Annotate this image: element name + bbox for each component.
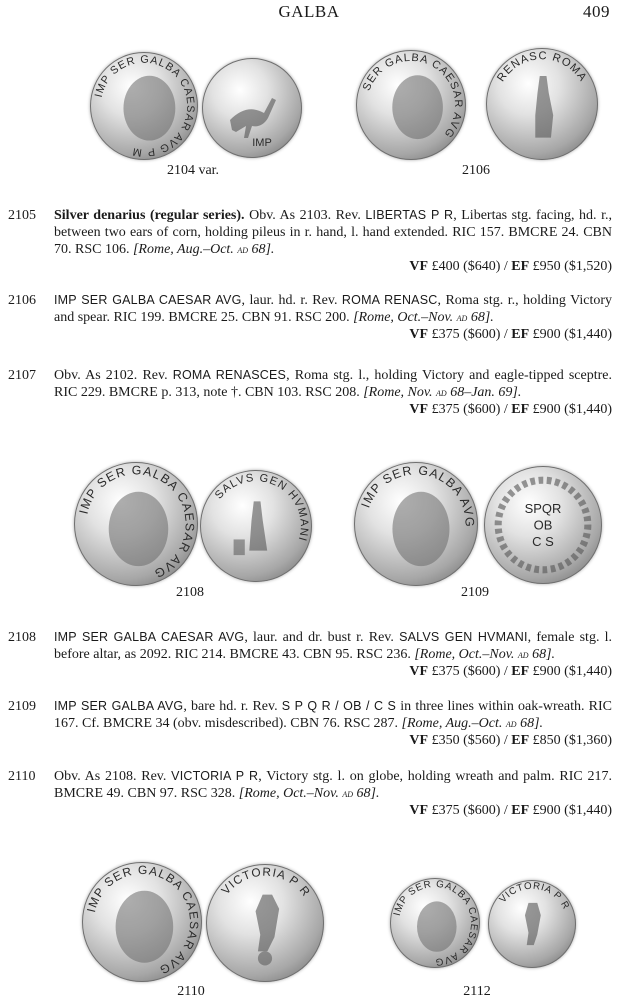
mint-date-note: [Rome, Aug.–Oct. ad 68]. (132, 242, 275, 257)
mint-date-note: [Rome, Nov. ad 68–Jan. 69]. (363, 385, 522, 400)
reverse-legend: S P Q R / OB / C S (281, 699, 397, 713)
coin-2108-obverse-image (74, 462, 198, 586)
obverse-legend: IMP SER GALBA CAESAR AVG (54, 293, 242, 307)
coin-2108-reverse-legend: SALVS GEN HVMANI (212, 472, 310, 544)
entry-number: 2109 (8, 699, 36, 714)
price-line: VF £375 ($600) / EF £900 ($1,440) (409, 402, 612, 417)
entry-title: Silver denarius (regular series). (54, 208, 245, 223)
coin-2110-reverse-legend: VICTORIA P R (219, 865, 313, 900)
entry-text: Obv. As 2103. Rev. (244, 208, 366, 223)
catalogue-entry-2105 (8, 207, 612, 275)
figure-caption-2106: 2106 (462, 163, 490, 178)
coin-2104-obverse-legend: IMP SER GALBA CAESAR AVG P M (92, 53, 197, 159)
coin-2104-reverse-image (202, 58, 302, 158)
coin-2106-obverse-legend: SER GALBA CAESAR AVG (360, 51, 465, 141)
figure-caption-2112: 2112 (463, 984, 491, 999)
coin-2109-reverse-line1: SPQR (524, 501, 562, 517)
mint-date-note: [Rome, Oct.–Nov. ad 68]. (414, 647, 556, 662)
entry-number: 2106 (8, 293, 36, 308)
entry-text: , Victory stg. l. on globe, holding wreath and palm. RIC 217. BMCRE 49. CBN 97. RSC 328. (54, 769, 612, 801)
reverse-legend: SALVS GEN HVMANI (399, 630, 528, 644)
entry-number: 2105 (8, 208, 36, 223)
coin-2108-obverse-legend: IMP SER GALBA CAESAR AVG (76, 463, 197, 581)
catalogue-entry-2107 (8, 367, 612, 418)
catalogue-entry-2109 (8, 698, 612, 749)
coin-2112-reverse-legend: VICTORIA P R (497, 880, 572, 912)
coin-2110-reverse-image (206, 864, 324, 982)
price-line: VF £375 ($600) / EF £900 ($1,440) (409, 664, 612, 679)
coin-2112-obverse-legend: IMP SER GALBA CAESAR AVG (391, 878, 480, 968)
coin-2109-obverse-image (354, 462, 478, 586)
coin-2104-obverse-image (90, 52, 198, 160)
obverse-legend: IMP SER GALBA AVG (54, 699, 184, 713)
entry-text: , Roma stg. r., holding Victory and spear. RIC 199. BMCRE 25. CBN 91. RSC 200. (54, 293, 613, 325)
reverse-legend: ROMA RENASC (341, 293, 438, 307)
mint-date-note: [Rome, Oct.–Nov. ad 68]. (353, 310, 494, 325)
obverse-legend: IMP SER GALBA CAESAR AVG (54, 630, 245, 644)
coin-2110-obverse-image (82, 862, 202, 982)
coin-2106-reverse-legend: RENASC ROMA (495, 50, 589, 85)
page-number: 409 (583, 2, 610, 21)
price-line: VF £350 ($560) / EF £850 ($1,360) (409, 733, 612, 748)
entry-text: in three lines within oak-wreath. RIC 167. Cf. BMCRE 34 (obv. misdescribed). CBN 76. RSC 287. (54, 699, 613, 731)
price-line: VF £375 ($600) / EF £900 ($1,440) (409, 327, 612, 342)
coin-2112-obverse-image (390, 878, 480, 968)
price-line: VF £375 ($600) / EF £900 ($1,440) (409, 803, 612, 818)
entry-number: 2110 (8, 769, 36, 784)
entry-text: , female stg. l. before altar, as 2092. RIC 214. BMCRE 43. CBN 95. RSC 236. (54, 630, 613, 662)
entry-number: 2107 (8, 368, 36, 383)
coin-2108-reverse-image (200, 470, 312, 582)
svg-text:VICTORIA P R (219, 866, 313, 900)
mint-date-note: [Rome, Oct.–Nov. ad 68]. (238, 786, 380, 801)
coin-2109-reverse-line3: C S (532, 534, 554, 550)
entry-number: 2108 (8, 630, 36, 645)
coin-2110-obverse-legend: IMP SER GALBA CAESAR AVG (84, 862, 202, 978)
reverse-legend: LIBERTAS P R (365, 208, 454, 222)
figure-caption-2104: 2104 var. (166, 163, 220, 178)
figure-caption-2109: 2109 (461, 585, 489, 600)
coin-2109-obverse-legend: IMP SER GALBA AVG (358, 463, 477, 529)
catalogue-entry-2108 (8, 629, 612, 680)
catalogue-entry-2110 (8, 768, 612, 819)
coin-2109-reverse-line2: OB (533, 517, 553, 533)
entry-text: Obv. As 2102. Rev. (54, 368, 173, 383)
coin-2112-reverse-image (488, 880, 576, 968)
coin-2106-reverse-image (486, 48, 598, 160)
entry-text: , bare hd. r. Rev. (183, 699, 282, 714)
reverse-legend: VICTORIA P R (171, 769, 259, 783)
entry-text: , Roma stg. l., holding Victory and eagle-tipped sceptre. RIC 229. BMCRE p. 313, note †. CBN 103. RSC 208. (54, 368, 612, 400)
mint-date-note: [Rome, Aug.–Oct. ad 68]. (401, 716, 544, 731)
reverse-legend: ROMA RENASCES (172, 368, 287, 382)
figure-caption-2110: 2110 (177, 984, 205, 999)
entry-text: , Libertas stg. facing, hd. r., between two ears of corn, holding pileus in r. hand, l. hand extended. RIC 157. BMCRE 24. CBN 70. RSC 106. (54, 208, 612, 257)
catalogue-entry-2106 (8, 292, 612, 343)
figure-caption-2108: 2108 (176, 585, 204, 600)
coin-2104-reverse-exergue: IMP (252, 137, 272, 149)
coin-2106-obverse-image (356, 50, 466, 160)
entry-text: , laur. and dr. bust r. Rev. (244, 630, 400, 645)
coin-2109-reverse-image (484, 466, 602, 584)
running-title: GALBA (278, 2, 340, 21)
price-line: VF £400 ($640) / EF £950 ($1,520) (409, 259, 612, 274)
entry-text: Obv. As 2108. Rev. (54, 769, 172, 784)
entry-text: , laur. hd. r. Rev. (241, 293, 342, 308)
